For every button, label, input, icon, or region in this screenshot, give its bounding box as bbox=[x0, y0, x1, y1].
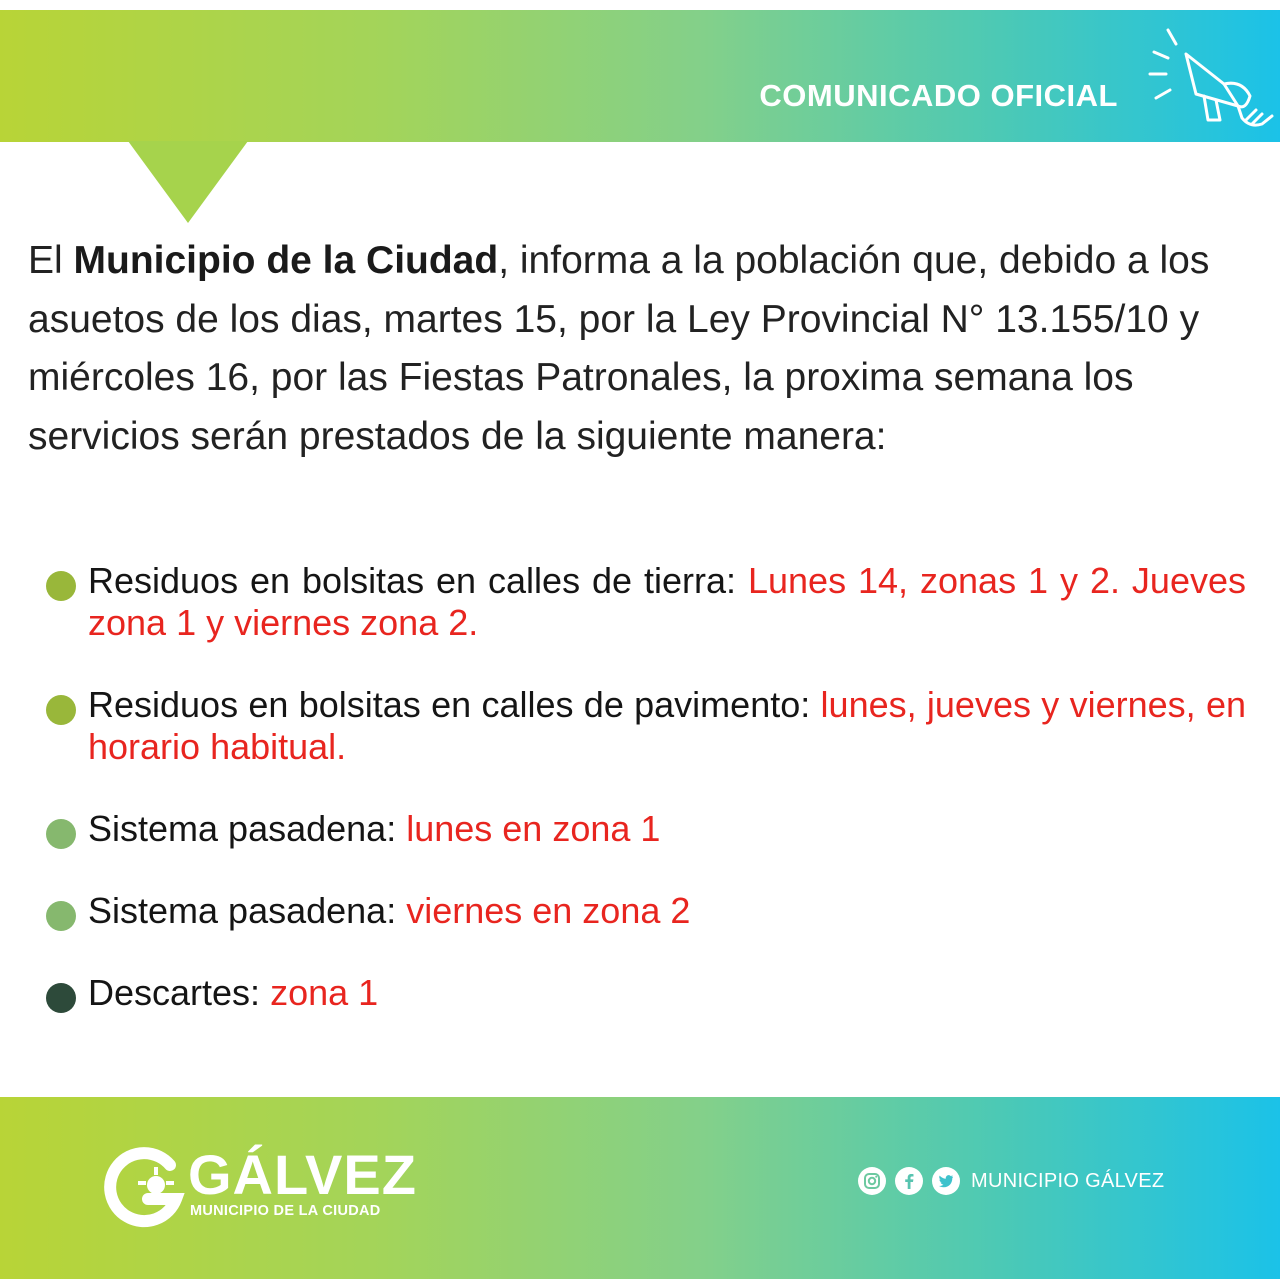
item-label: Residuos en bolsitas en calles de tierra: bbox=[88, 560, 748, 601]
intro-paragraph bbox=[28, 232, 1278, 466]
bullet-dot bbox=[46, 695, 76, 725]
intro-bold: Municipio de la Ciudad bbox=[73, 239, 499, 282]
banner-pointer bbox=[128, 141, 248, 223]
twitter-icon[interactable] bbox=[932, 1167, 960, 1195]
item-label: Sistema pasadena: bbox=[88, 808, 407, 849]
bullet-dot bbox=[46, 571, 76, 601]
list-item bbox=[46, 890, 1246, 932]
item-value: zona 1 bbox=[270, 972, 379, 1013]
intro-post: , informa a la población que, debido a los asuetos de los dias, martes 15, por la Ley Provincial N° 13.155/10 y miércoles 16, por las Fiestas Patronales, la proxima semana los servicios serán prestados de la siguiente manera: bbox=[28, 239, 1210, 458]
list-item bbox=[46, 808, 1246, 850]
logo-subtitle: MUNICIPIO DE LA CIUDAD bbox=[190, 1203, 381, 1219]
social-handle: MUNICIPIO GÁLVEZ bbox=[971, 1169, 1165, 1192]
header-banner bbox=[0, 10, 1280, 142]
galvez-logo bbox=[100, 1139, 420, 1229]
item-label: Sistema pasadena: bbox=[88, 890, 407, 931]
bullet-dot bbox=[46, 983, 76, 1013]
item-value: lunes en zona 1 bbox=[406, 808, 661, 849]
intro-pre: El bbox=[28, 239, 74, 282]
list-item bbox=[46, 560, 1246, 644]
item-label: Descartes: bbox=[88, 972, 271, 1013]
social-links bbox=[858, 1167, 1164, 1195]
list-item bbox=[46, 972, 1246, 1014]
bullet-dot bbox=[46, 901, 76, 931]
bullet-dot bbox=[46, 819, 76, 849]
megaphone-icon bbox=[1146, 24, 1276, 150]
list-item bbox=[46, 684, 1246, 768]
item-value: Lunes 14, zonas 1 y 2. Jueves zona 1 y viernes zona 2. bbox=[88, 560, 1246, 643]
footer-banner bbox=[0, 1097, 1280, 1279]
item-label: Residuos en bolsitas en calles de pavimento: bbox=[88, 684, 821, 725]
header-title: COMUNICADO OFICIAL bbox=[759, 78, 1118, 113]
facebook-icon[interactable] bbox=[895, 1167, 923, 1195]
item-value: lunes, jueves y viernes, en horario habitual. bbox=[88, 684, 1246, 767]
instagram-icon[interactable] bbox=[858, 1167, 886, 1195]
logo-emblem-icon bbox=[100, 1143, 186, 1229]
service-list bbox=[46, 560, 1246, 1054]
logo-title: GÁLVEZ bbox=[188, 1143, 417, 1206]
item-value: viernes en zona 2 bbox=[406, 890, 691, 931]
